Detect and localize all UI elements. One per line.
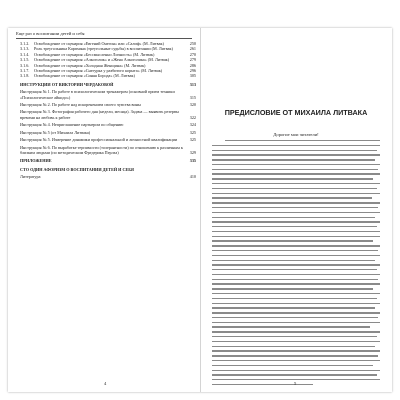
table-of-contents (20, 41, 196, 180)
toc-entry (20, 145, 196, 156)
toc-entry-number: 3.1.8. (20, 73, 30, 79)
text-line (212, 269, 377, 270)
toc-entry (20, 174, 196, 179)
toc-entry-title: Освобождение от сценария «Бессмысленно Личность» (М. Литвак) (34, 51, 155, 57)
toc-entry-title: ИНСТРУКЦИИ ОТ ВИКТОРИИ ЧЕРДАКОВОЙ (20, 81, 114, 87)
toc-entry (20, 130, 196, 135)
text-line (212, 178, 373, 179)
text-line (225, 140, 380, 141)
text-line (212, 360, 380, 361)
text-line (212, 188, 377, 189)
text-line (212, 303, 380, 304)
text-line (212, 341, 380, 342)
text-line (212, 355, 378, 356)
toc-entry-page: 320 (189, 102, 196, 108)
text-line (212, 150, 377, 151)
text-line (212, 336, 377, 337)
foreword-greeting: Дорогие мои читатели! (273, 132, 319, 137)
text-line (212, 221, 380, 222)
book-spread (8, 28, 392, 392)
toc-entry-page: 324 (189, 122, 196, 128)
toc-entry-page: 279 (189, 57, 196, 63)
foreword-heading: ПРЕДИСЛОВИЕ ОТ МИХАИЛА ЛИТВАКА (224, 108, 368, 117)
toc-entry-page: 322 (189, 114, 196, 120)
text-line (212, 307, 375, 308)
left-page-number: 4 (104, 381, 107, 386)
toc-entry-title: Инструкция № 5 (от Михаила Литвака) (20, 129, 91, 135)
text-line (212, 288, 373, 289)
toc-entry (20, 109, 196, 120)
toc-entry (20, 102, 196, 107)
toc-entry-title: Инструкция № 1. По работе в психологическим тренажером (основной прием техники «Психологическое айкидо») (20, 89, 175, 100)
text-line (212, 384, 313, 385)
toc-entry (20, 167, 196, 172)
toc-entry-page: 325 (189, 137, 196, 143)
text-line (212, 322, 380, 323)
toc-entry-number: 3.1.2. (20, 41, 30, 46)
toc-entry-number: 3.1.4. (20, 51, 30, 57)
text-line (212, 183, 380, 184)
running-head: Еще раз о воспитании детей и себя (16, 31, 85, 36)
toc-entry (20, 158, 196, 163)
text-line (212, 346, 375, 347)
toc-entry-page: 410 (189, 174, 196, 180)
text-line (212, 197, 372, 198)
text-line (212, 159, 375, 160)
toc-entry (20, 73, 196, 78)
text-line (212, 312, 380, 313)
toc-entry-title: Инструкция № 2. По работе над искоренением своего чувства вины (20, 102, 141, 108)
toc-entry (20, 89, 196, 100)
toc-entry-page: 296 (189, 68, 196, 74)
text-line (212, 236, 380, 237)
text-line (212, 173, 380, 174)
toc-entry-title: Освобождение от сценария «Синяя Борода» (М. Литвак) (34, 73, 135, 79)
toc-entry-number: 3.1.7. (20, 68, 30, 74)
text-line (212, 154, 380, 155)
right-page-number: 5 (294, 381, 297, 386)
text-line (212, 293, 380, 294)
text-line (212, 207, 378, 208)
toc-entry-page: 286 (189, 62, 196, 68)
text-line (212, 260, 375, 261)
text-line (212, 350, 380, 351)
toc-entry (20, 122, 196, 127)
text-line (212, 279, 378, 280)
text-line (212, 164, 380, 165)
toc-entry-title: Инструкция № 5. Измерение динамики профессиональной и личностной квалификации (20, 137, 178, 143)
right-page-foreword (208, 28, 384, 392)
text-line (212, 365, 373, 366)
toc-entry-title: Инструкция № 4. Неприглашение партнером по общению (20, 122, 124, 128)
text-line (212, 326, 370, 327)
toc-entry-title: Литература (20, 174, 41, 180)
text-line (212, 298, 377, 299)
text-line (212, 217, 375, 218)
toc-entry-page: 250 (189, 41, 196, 46)
toc-entry-title: Инструкция № 6. По выработке терпимости (толерантности) по отношению к различным к близким людьми (по методическим Фредерика Перлза) (20, 144, 183, 155)
toc-entry-page: 325 (189, 129, 196, 135)
text-line (212, 212, 380, 213)
toc-entry-title: ПРИЛОЖЕНИЕ (20, 158, 52, 164)
toc-entry-page: 315 (189, 94, 196, 100)
text-line (212, 331, 380, 332)
toc-entry-number: 3.1.5. (20, 57, 30, 63)
book-gutter (200, 28, 201, 392)
text-line (212, 283, 380, 284)
toc-entry-title: Освобождение от сценария «Снегурка у разбитого корыта» (М. Литвак) (34, 68, 163, 74)
toc-entry-page: 329 (189, 149, 196, 155)
text-line (212, 274, 380, 275)
foreword-body-text (212, 140, 380, 389)
toc-entry-page: 270 (189, 51, 196, 57)
text-line (212, 374, 377, 375)
text-line (212, 193, 380, 194)
text-line (212, 250, 378, 251)
text-line (212, 145, 380, 146)
text-line (212, 264, 380, 265)
text-line (212, 255, 380, 256)
toc-entry-title: Освобождение от сценария «Холодная Женщина» (М. Литвак) (34, 62, 146, 68)
text-line (212, 370, 380, 371)
text-line (212, 245, 380, 246)
toc-entry-title: Освобождение от сценария «Алкоголик» и «Жена Алкоголика» (М. Литвак) (34, 57, 170, 63)
toc-entry (20, 82, 196, 87)
toc-entry-title: Освобождение от сценария «Евгений Онегин» или «Салиф» (М. Литвак) (34, 41, 164, 46)
toc-entry-page: 335 (189, 158, 196, 164)
text-line (212, 317, 378, 318)
toc-entry-number: 3.1.3. (20, 46, 30, 52)
toc-entry-title: СТО ОДИН АФОРИЗМ О ВОСПИТАНИИ ДЕТЕЙ И СЕБЯ (20, 166, 134, 172)
toc-entry (20, 137, 196, 142)
text-line (212, 226, 377, 227)
toc-entry-page: 305 (189, 73, 196, 79)
text-line (212, 240, 373, 241)
text-line (212, 202, 380, 203)
text-line (212, 231, 380, 232)
text-line (212, 169, 378, 170)
toc-entry-title: Инструкция № 3. Фотография рабочего дня (недели, месяца). Задача — выявить резервы времени на любовь к работе (20, 109, 179, 120)
toc-entry-number: 3.1.6. (20, 62, 30, 68)
toc-entry-page: 313 (189, 81, 196, 87)
toc-entry-page: 261 (189, 46, 196, 52)
running-head-rule (16, 38, 192, 39)
toc-entry-title: Роль треугольника Карпмана (треугольные судьбы) в воспитании (М. Литвак) (34, 46, 173, 52)
